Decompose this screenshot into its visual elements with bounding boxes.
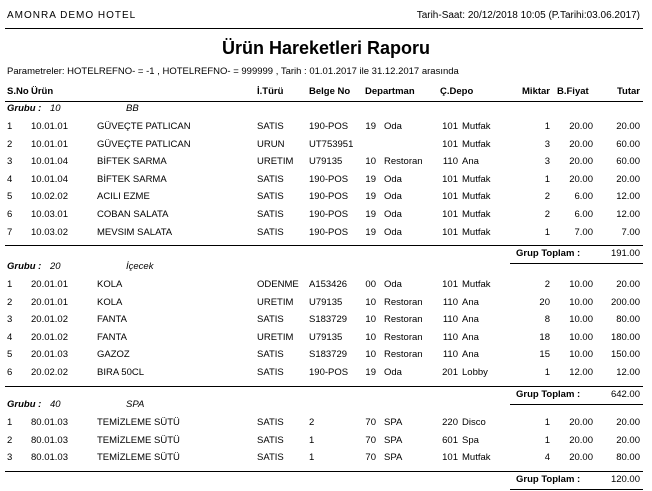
document-no: 1 [309,452,315,464]
group-header [0,399,652,416]
table-row [0,435,652,452]
amount: 12.00 [616,191,640,203]
department-no: 10 [365,156,376,168]
row-no: 3 [7,314,13,326]
depot-no: 220 [442,417,458,428]
depot-name: Mutfak [462,173,491,185]
depot-no: 101 [442,452,458,464]
row-no: 2 [7,296,13,308]
department-no: 10 [365,331,376,343]
amount: 60.00 [616,138,640,150]
row-no: 7 [7,226,13,238]
row-no: 1 [7,121,13,132]
transaction-type: URETIM [257,156,294,168]
quantity: 2 [544,279,550,290]
document-no: UT753951 [309,138,354,150]
department-no: 19 [365,173,376,185]
report-title: Ürün Hareketleri Raporu [221,38,431,58]
col-bfiyat: B.Fiyat [557,86,589,97]
col-miktar: Miktar [522,86,550,97]
department-name: Oda [384,209,402,220]
department-name: Restoran [384,296,423,308]
depot-name: Disco [462,417,486,428]
department-name: Restoran [384,156,423,168]
transaction-type: SATIS [257,209,284,220]
depot-name: Ana [462,296,479,308]
product-name: MEVSIM SALATA [97,226,173,238]
col-belge: Belge No [309,86,351,97]
group-divider [5,386,643,387]
group-name: İçecek [126,261,154,272]
group-total-label: Grup Toplam : [516,388,581,400]
amount: 180.00 [610,331,640,343]
department-name: Restoran [384,331,423,343]
amount: 20.00 [616,434,640,446]
quantity: 18 [539,331,550,343]
document-no: 190-POS [309,121,349,132]
product-code: 10.01.01 [31,121,68,132]
unit-price: 20.00 [569,434,593,446]
depot-no: 101 [442,209,458,220]
unit-price: 20.00 [569,173,593,185]
quantity: 1 [544,417,550,428]
group-total-underline [510,489,643,490]
quantity: 8 [544,314,550,326]
group-total-value: 120.00 [610,473,640,485]
group-code: 10 [50,103,61,114]
group-header [0,261,652,278]
amount: 20.00 [616,121,640,132]
depot-name: Ana [462,331,479,343]
product-name: BIRA 50CL [97,367,144,378]
amount: 12.00 [616,209,640,220]
group-name: SPA [126,399,145,410]
department-name: Oda [384,226,402,238]
product-name: GÜVEÇTE PATLICAN [97,138,191,150]
department-no: 70 [365,434,376,446]
quantity: 4 [544,452,550,464]
depot-name: Spa [462,434,479,446]
unit-price: 10.00 [569,279,593,290]
transaction-type: SATIS [257,367,284,378]
row-no: 2 [7,434,13,446]
quantity: 1 [544,173,550,185]
depot-name: Ana [462,314,479,326]
group-code: 40 [50,399,61,410]
table-row [0,191,652,208]
product-code: 20.01.03 [31,349,68,361]
department-no: 19 [365,367,376,378]
transaction-type: URETIM [257,331,294,343]
amount: 80.00 [616,452,640,464]
document-no: A153426 [309,279,348,290]
product-code: 20.01.01 [31,296,68,308]
col-departman: Departman [365,86,415,97]
depot-no: 101 [442,173,458,185]
depot-no: 101 [442,226,458,238]
group-total-value: 191.00 [610,248,640,260]
col-tutar: Tutar [616,86,640,97]
quantity: 2 [544,209,550,220]
document-no: 190-POS [309,209,349,220]
unit-price: 20.00 [569,417,593,428]
unit-price: 6.00 [574,191,593,203]
group-total-label: Grup Toplam : [516,248,581,260]
depot-name: Lobby [462,367,488,378]
row-no: 5 [7,191,13,203]
table-row [0,139,652,156]
table-row [0,297,652,314]
document-no: U79135 [309,156,343,168]
group-label: Grubu : [7,103,42,114]
table-row [0,209,652,226]
unit-price: 10.00 [569,296,593,308]
row-no: 1 [7,417,13,428]
row-no: 5 [7,349,13,361]
row-no: 2 [7,138,13,150]
unit-price: 20.00 [569,138,593,150]
product-code: 80.01.03 [31,452,68,464]
depot-name: Mutfak [462,452,491,464]
transaction-type: SATIS [257,121,284,132]
product-code: 10.03.02 [31,226,68,238]
unit-price: 12.00 [569,367,593,378]
department-name: Oda [384,191,402,203]
amount: 20.00 [616,173,640,185]
product-code: 80.01.03 [31,417,68,428]
table-row [0,349,652,366]
transaction-type: URUN [257,138,285,150]
quantity: 1 [544,121,550,132]
unit-price: 7.00 [574,226,593,238]
product-name: FANTA [97,314,127,326]
product-code: 10.02.02 [31,191,68,203]
department-name: Oda [384,173,402,185]
unit-price: 20.00 [569,452,593,464]
depot-no: 101 [442,191,458,203]
unit-price: 20.00 [569,121,593,132]
report-parameters: Parametreler: HOTELREFNO- = -1 , HOTELREFNO- = 999999 , Tarih : 01.01.2017 ile 31.12.2017 arasında [7,66,459,77]
document-no: 190-POS [309,226,349,238]
col-depo: Ç.Depo [440,86,474,97]
unit-price: 10.00 [569,331,593,343]
unit-price: 20.00 [569,156,593,168]
table-row [0,174,652,191]
table-row [0,314,652,331]
product-code: 10.03.01 [31,209,68,220]
product-name: BİFTEK SARMA [97,173,167,185]
column-header-divider [5,101,643,102]
quantity: 1 [544,434,550,446]
quantity: 3 [544,156,550,168]
table-row [0,417,652,434]
transaction-type: SATIS [257,173,284,185]
depot-name: Ana [462,349,479,361]
amount: 12.00 [616,367,640,378]
depot-no: 101 [442,138,458,150]
quantity: 20 [539,296,550,308]
product-name: KOLA [97,296,123,308]
transaction-type: SATIS [257,191,284,203]
department-no: 70 [365,417,376,428]
amount: 200.00 [610,296,640,308]
product-name: TEMİZLEME SÜTÜ [97,452,180,464]
amount: 20.00 [616,279,640,290]
group-total-label: Grup Toplam : [516,473,581,485]
unit-price: 10.00 [569,314,593,326]
department-name: SPA [384,417,403,428]
row-no: 1 [7,279,13,290]
depot-no: 601 [442,434,458,446]
department-no: 19 [365,121,376,132]
product-name: TEMİZLEME SÜTÜ [97,417,180,428]
transaction-type: SATIS [257,417,284,428]
department-name: SPA [384,434,403,446]
report-datetime: Tarih-Saat: 20/12/2018 10:05 (P.Tarihi:03.06.2017) [416,10,640,21]
transaction-type: SATIS [257,434,284,446]
group-name: BB [126,103,139,114]
document-no: 190-POS [309,191,349,203]
department-name: Oda [384,121,402,132]
quantity: 1 [544,226,550,238]
product-code: 10.01.04 [31,156,68,168]
unit-price: 6.00 [574,209,593,220]
quantity: 1 [544,367,550,378]
product-name: BİFTEK SARMA [97,156,167,168]
transaction-type: SATIS [257,452,284,464]
department-name: Restoran [384,349,423,361]
transaction-type: SATIS [257,349,284,361]
depot-name: Mutfak [462,121,491,132]
document-no: S183729 [309,314,348,326]
depot-no: 110 [442,331,458,343]
depot-name: Mutfak [462,279,491,290]
table-row [0,332,652,349]
quantity: 2 [544,191,550,203]
amount: 20.00 [616,417,640,428]
depot-name: Mutfak [462,226,491,238]
transaction-type: SATIS [257,314,284,326]
document-no: U79135 [309,296,343,308]
department-name: Restoran [384,314,423,326]
row-no: 4 [7,331,13,343]
product-code: 80.01.03 [31,434,68,446]
row-no: 6 [7,367,13,378]
group-label: Grubu : [7,399,42,410]
department-no: 19 [365,226,376,238]
col-sno: S.No [7,86,29,97]
col-urun: Ürün [31,86,54,97]
document-no: 190-POS [309,173,349,185]
product-name: TEMİZLEME SÜTÜ [97,434,180,446]
product-code: 20.01.02 [31,314,68,326]
row-no: 3 [7,156,13,168]
department-no: 10 [365,314,376,326]
group-code: 20 [50,261,61,272]
department-no: 19 [365,209,376,220]
company-name: AMONRA DEMO HOTEL [7,10,137,21]
depot-name: Ana [462,156,479,168]
document-no: 190-POS [309,367,349,378]
amount: 150.00 [610,349,640,361]
department-no: 10 [365,349,376,361]
department-no: 10 [365,296,376,308]
product-name: COBAN SALATA [97,209,169,220]
group-divider [5,245,643,246]
group-total-value: 642.00 [610,388,640,400]
group-label: Grubu : [7,261,42,272]
product-name: FANTA [97,331,127,343]
row-no: 4 [7,173,13,185]
depot-no: 110 [442,296,458,308]
table-row [0,279,652,296]
group-divider [5,471,643,472]
table-row [0,156,652,173]
product-name: GAZOZ [97,349,130,361]
product-code: 20.01.01 [31,279,68,290]
department-no: 00 [365,279,376,290]
table-row [0,227,652,244]
department-no: 19 [365,191,376,203]
row-no: 3 [7,452,13,464]
depot-no: 110 [442,314,458,326]
amount: 60.00 [616,156,640,168]
depot-no: 101 [442,279,458,290]
document-no: S183729 [309,349,348,361]
amount: 7.00 [621,226,640,238]
transaction-type: ODENME [257,279,299,290]
product-code: 20.02.02 [31,367,68,378]
table-row [0,121,652,138]
document-no: U79135 [309,331,343,343]
header-divider [5,28,643,29]
quantity: 3 [544,138,550,150]
depot-no: 110 [442,156,458,168]
department-name: Oda [384,279,402,290]
depot-no: 110 [442,349,458,361]
quantity: 15 [539,349,550,361]
transaction-type: SATIS [257,226,284,238]
product-code: 10.01.01 [31,138,68,150]
department-name: Oda [384,367,402,378]
table-row [0,452,652,469]
product-name: KOLA [97,279,123,290]
product-name: ACILI EZME [97,191,150,203]
depot-no: 201 [442,367,458,378]
group-header [0,103,652,120]
depot-name: Mutfak [462,138,491,150]
department-name: SPA [384,452,403,464]
product-code: 20.01.02 [31,331,68,343]
document-no: 2 [309,417,315,428]
product-name: GÜVEÇTE PATLICAN [97,121,191,132]
depot-no: 101 [442,121,458,132]
department-no: 70 [365,452,376,464]
row-no: 6 [7,209,13,220]
depot-name: Mutfak [462,191,491,203]
document-no: 1 [309,434,315,446]
transaction-type: URETIM [257,296,294,308]
depot-name: Mutfak [462,209,491,220]
amount: 80.00 [616,314,640,326]
col-tur: İ.Türü [257,86,284,97]
product-code: 10.01.04 [31,173,68,185]
unit-price: 10.00 [569,349,593,361]
table-row [0,367,652,384]
